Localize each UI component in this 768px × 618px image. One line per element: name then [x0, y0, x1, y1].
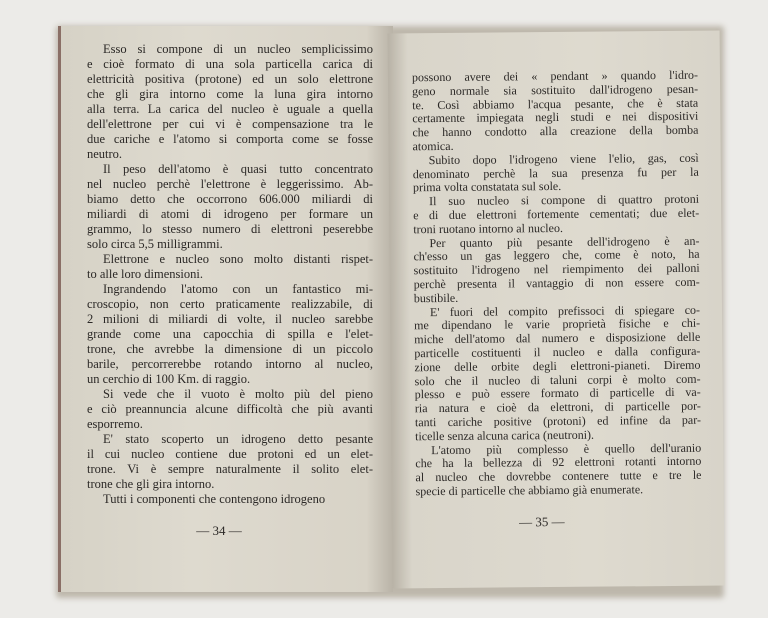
- text-line: troni ruotano intorno al nucleo.: [413, 220, 563, 237]
- page-number: — 34 —: [196, 523, 242, 538]
- text-line: grande come una capocchia di spilla e l'elet-: [87, 327, 373, 341]
- paragraph: [87, 432, 373, 492]
- text-line: nel nucleo perchè l'elettrone è leggerissimo. Ab-: [87, 177, 373, 191]
- paragraph: [87, 282, 373, 387]
- paragraph: [87, 387, 373, 432]
- text-line: ch'esso un gas leggero che, come è noto, ha: [413, 247, 700, 264]
- text-line: possono avere dei « pendant » quando l'idro-: [411, 67, 699, 85]
- text-line: croscopio, non certo praticamente realizzabile, di: [87, 297, 373, 311]
- paragraph: [413, 193, 699, 237]
- text-line: Elettrone e nucleo sono molto distanti rispet-: [103, 252, 373, 266]
- text-line: un cerchio di 100 Km. di raggio.: [87, 372, 251, 386]
- text-line: che gli gira intorno come la luna gira intorno: [87, 87, 373, 101]
- text-line: prima volta constatata sul sole.: [412, 179, 562, 195]
- paragraph: [87, 42, 373, 162]
- text-line: atomica.: [412, 138, 454, 154]
- text-line: ria natura e cioè da elettroni, di particelle por-: [414, 398, 701, 416]
- text-line: trone che gli gira intorno.: [87, 477, 215, 491]
- text-line: Il peso dell'atomo è quasi tutto concentrato: [103, 162, 373, 176]
- text-line: specie di particelle che abbiamo già enumerate.: [415, 482, 644, 499]
- text-line: perchè presenta il vantaggio di non essere com-: [413, 274, 700, 292]
- text-line: e di due elettroni fortemente cementati; due elet-: [413, 205, 700, 223]
- text-line: L'atomo più complesso è quello dell'uranio: [431, 440, 702, 457]
- text-line: il cui nucleo contiene due protoni ed un elet-: [87, 447, 373, 461]
- text-line: tanti cariche positive (protoni) ed infine da par-: [414, 412, 702, 430]
- text-line: E' stato scoperto un idrogeno detto pesante: [103, 432, 373, 446]
- text-line: al nucleo che dovrebbe contenere tutte e tre le: [415, 467, 702, 485]
- text-line: particelle costituenti il nucleo e dalla configura-: [414, 343, 701, 361]
- text-line: Tutti i componenti che contengono idrogeno: [103, 492, 326, 506]
- text-line: trone. Vi è sempre naturalmente il solito elet-: [87, 462, 373, 476]
- right-page: [388, 31, 725, 589]
- paragraph: [413, 152, 699, 196]
- text-line: alla terra. La carica del nucleo è uguale a quella: [87, 102, 373, 116]
- text-line: me dipendano le varie proprietà fisiche e chi-: [414, 316, 701, 333]
- paragraph: [414, 303, 701, 443]
- text-line: plesso e può essere formato di particelle di va-: [414, 385, 701, 402]
- text-line: e ciò preannuncia alcune difficoltà che più avanti: [87, 402, 373, 416]
- text-line: barile, percorrerebbe rotando intorno al nucleo,: [87, 357, 373, 371]
- left-page: [58, 26, 393, 592]
- text-line: Per quanto più pesante dell'idrogeno è an-: [429, 233, 700, 250]
- paragraph: [87, 252, 373, 282]
- text-line: biamo detto che occorrono 606.000 miliardi di: [87, 192, 373, 206]
- paragraph: [412, 69, 699, 154]
- paragraph: [415, 441, 701, 499]
- left-page-text: [87, 42, 373, 507]
- text-line: geno normale sia sostituito dall'idrogeno pesan-: [412, 81, 699, 99]
- paragraph: [87, 162, 373, 252]
- text-line: Subito dopo l'idrogeno viene l'elio, gas, così: [428, 150, 699, 167]
- right-page-text: [412, 69, 702, 499]
- text-line: miche dell'atomo dal numero e disposizione delle: [414, 329, 701, 347]
- text-line: neutro.: [87, 147, 123, 161]
- text-line: solo circa 5,5 milligrammi.: [87, 237, 223, 251]
- text-line: te. Così abbiamo l'acqua pesante, che è stata: [412, 95, 699, 112]
- text-line: trone, che avrebbe la dimensione di un piccolo: [87, 342, 373, 356]
- text-line: esporremo.: [87, 417, 143, 431]
- text-line: bustibile.: [413, 290, 459, 305]
- text-line: grammo, lo stesso numero di elettroni peserebbe: [87, 222, 373, 236]
- text-line: e cioè formato di una sola particella carica di: [87, 57, 373, 71]
- paragraph: [87, 492, 373, 507]
- text-line: miliardi di atomi di idrogeno per formare un: [87, 207, 373, 221]
- text-line: che ha la bellezza di 92 elettroni rotanti intorno: [415, 454, 702, 471]
- text-line: ticelle senza alcuna carica (neutroni).: [415, 427, 595, 443]
- text-line: zione delle orbite degli elettroni-pianeti. Diremo: [414, 357, 701, 374]
- text-line: solo che il nucleo di taluni corpi è molto com-: [414, 371, 701, 388]
- text-line: E' fuori del compito prefissoci di spiegare co-: [429, 302, 701, 319]
- paragraph: [413, 234, 700, 305]
- text-line: Esso si compone di un nucleo semplicissimo: [103, 42, 373, 56]
- text-line: dell'elettrone per cui vi è compensazione tra le: [87, 117, 373, 131]
- text-line: to alle loro dimensioni.: [87, 267, 203, 281]
- text-line: elettricità positiva (protone) ed un solo elettrone: [87, 72, 373, 86]
- text-line: Ingrandendo l'atomo con un fantastico mi-: [103, 282, 373, 296]
- page-number: — 35 —: [519, 513, 565, 530]
- text-line: due cariche e l'atomo si comporta come se fosse: [87, 132, 373, 146]
- text-line: 2 milioni di miliardi di volte, il nucleo sarebbe: [87, 312, 373, 326]
- text-line: che hanno condotto alla creazione della bomba: [412, 122, 699, 140]
- text-line: Si vede che il vuoto è molto più del pieno: [103, 387, 373, 401]
- text-line: sostituito l'idrogeno nel riempimento dei palloni: [413, 260, 700, 278]
- text-line: Il suo nucleo si compone di quattro protoni: [428, 191, 700, 209]
- text-line: denominato perchè la sua presenza fu per la: [412, 164, 699, 181]
- text-line: certamente impiegata negli studi e nei dispositivi: [412, 109, 699, 126]
